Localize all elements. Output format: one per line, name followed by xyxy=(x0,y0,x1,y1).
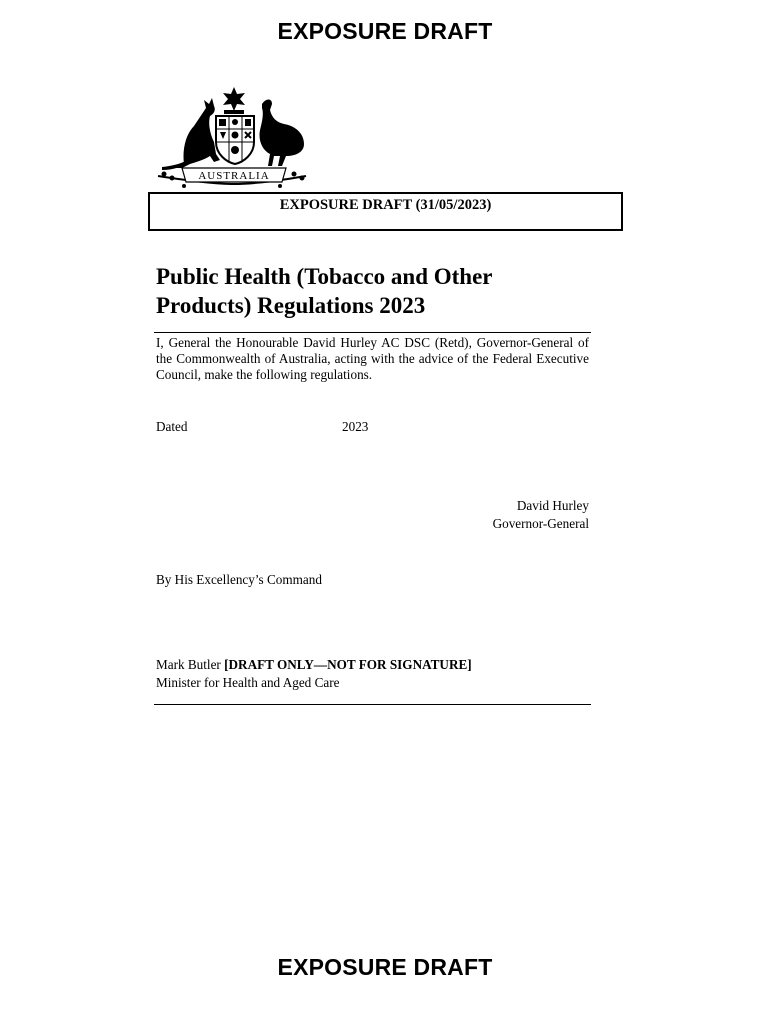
preamble-paragraph: I, General the Honourable David Hurley AC DSC (Retd), Governor-General of the Commonwealth of Australia, acting with the advice of the Federal Executive Council, make the following regulations. xyxy=(156,335,589,382)
title-line-1: Public Health (Tobacco and Other xyxy=(156,264,493,289)
minister-block xyxy=(156,656,472,692)
signatory-name: David Hurley xyxy=(516,498,589,513)
command-line: By His Excellency’s Command xyxy=(156,572,322,587)
exposure-draft-header: EXPOSURE DRAFT xyxy=(277,18,493,44)
exposure-draft-footer: EXPOSURE DRAFT xyxy=(277,954,493,980)
minister-title: Minister for Health and Aged Care xyxy=(156,675,340,690)
exposure-draft-date-box xyxy=(148,192,623,231)
title-line-2: Products) Regulations 2023 xyxy=(156,293,426,318)
signatory-block xyxy=(493,497,589,533)
crest-label: AUSTRALIA xyxy=(198,170,270,182)
signatory-title: Governor-General xyxy=(492,516,589,531)
dated-year: 2023 xyxy=(342,419,369,434)
exposure-draft-date: EXPOSURE DRAFT (31/05/2023) xyxy=(279,197,492,213)
divider-bottom xyxy=(154,704,591,705)
draft-only-note: [DRAFT ONLY—NOT FOR SIGNATURE] xyxy=(224,657,472,672)
divider-top xyxy=(154,332,591,333)
document-title xyxy=(156,262,596,320)
coat-of-arms-icon xyxy=(154,84,310,194)
dated-label: Dated xyxy=(156,419,188,434)
minister-name: Mark Butler xyxy=(156,657,221,672)
